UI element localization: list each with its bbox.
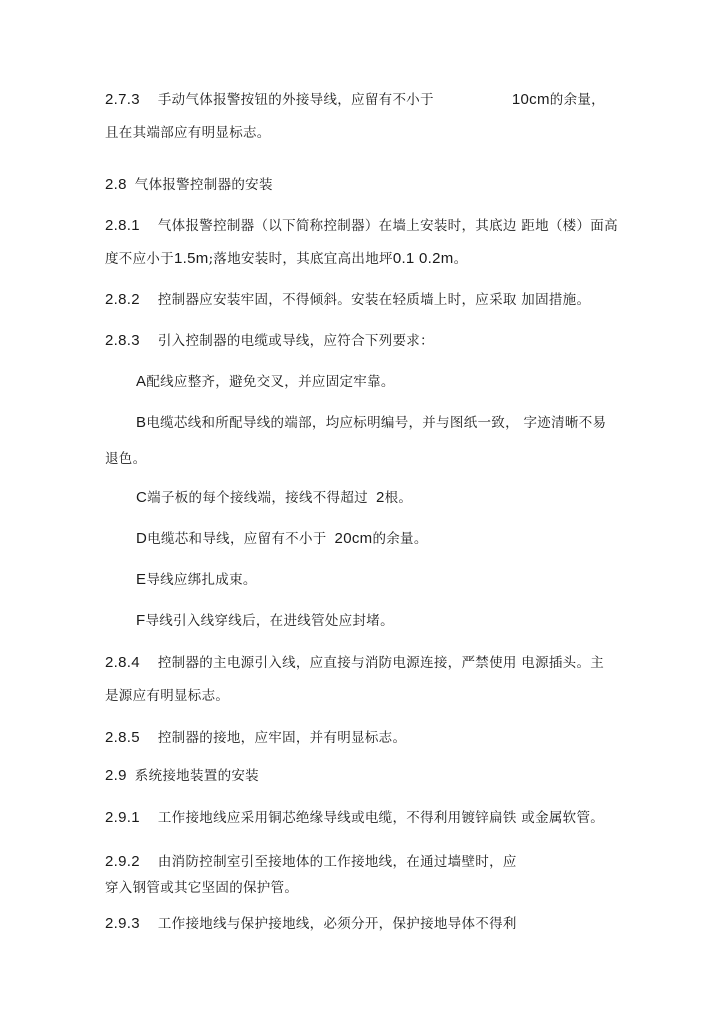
clause-number: 2.8.5 bbox=[105, 729, 140, 746]
clause-number: 2.9.1 bbox=[105, 809, 140, 826]
clause-text: 引入控制器的电缆或导线，应符合下列要求： bbox=[157, 333, 434, 349]
measurement-value: 10cm bbox=[511, 91, 550, 108]
clause-2-7-3 bbox=[105, 91, 605, 109]
item-letter: E bbox=[136, 571, 147, 588]
clause-number: 2.8.1 bbox=[105, 217, 140, 234]
item-letter: C bbox=[136, 489, 148, 506]
item-letter: D bbox=[136, 530, 148, 547]
section-title: 气体报警控制器的安装 bbox=[134, 177, 273, 193]
clause-continuation bbox=[105, 687, 229, 705]
continuation-text: 。 bbox=[453, 251, 468, 267]
clause-number: 2.8.2 bbox=[105, 291, 140, 308]
requirement-d bbox=[136, 530, 428, 548]
clause-text: 气体报警控制器（以下简称控制器）在墙上安装时，其底边 距地（楼）面高 bbox=[157, 218, 618, 234]
clause-number: 2.9.2 bbox=[105, 853, 140, 870]
measurement-value: 20cm bbox=[334, 530, 373, 547]
measurement-value: 2 bbox=[375, 489, 385, 506]
continuation-text: 穿入钢管或其它坚固的保护管。 bbox=[105, 880, 299, 896]
continuation-text: 度不应小于 bbox=[105, 251, 174, 267]
measurement-value: 1.5m bbox=[174, 250, 209, 267]
item-letter: F bbox=[136, 612, 146, 629]
clause-continuation bbox=[105, 124, 271, 142]
section-title: 系统接地装置的安装 bbox=[134, 768, 259, 784]
requirement-c bbox=[136, 489, 412, 507]
item-text-tail: 的余量。 bbox=[372, 531, 428, 547]
section-heading-2-9 bbox=[105, 767, 259, 785]
clause-text: 控制器的主电源引入线，应直接与消防电源连接，严禁使用 电源插头。主 bbox=[157, 655, 605, 671]
clause-continuation bbox=[105, 879, 298, 897]
clause-2-8-5 bbox=[105, 729, 406, 747]
item-continuation bbox=[105, 450, 146, 468]
item-text: 导线引入线穿线后，在进线管处应封堵。 bbox=[145, 613, 394, 629]
continuation-text: 是源应有明显标志。 bbox=[105, 688, 230, 704]
item-text: 配线应整齐，避免交叉，并应固定牢靠。 bbox=[146, 374, 395, 390]
clause-2-9-3 bbox=[105, 915, 517, 933]
item-text: 端子板的每个接线端，接线不得超过 bbox=[147, 490, 368, 506]
requirement-f bbox=[136, 612, 394, 630]
continuation-text: 退色。 bbox=[105, 451, 147, 467]
section-heading-2-8 bbox=[105, 176, 273, 194]
section-number: 2.9 bbox=[105, 767, 127, 784]
continuation-text: ;落地安装时，其底宜高出地坪 bbox=[208, 251, 393, 267]
section-number: 2.8 bbox=[105, 176, 127, 193]
clause-2-8-3 bbox=[105, 332, 434, 350]
item-text-tail: 根。 bbox=[384, 490, 413, 506]
clause-number: 2.8.3 bbox=[105, 332, 140, 349]
measurement-value: 0.1 0.2m bbox=[392, 250, 454, 267]
requirement-b bbox=[136, 414, 606, 432]
requirement-e bbox=[136, 571, 257, 589]
clause-text: 工作接地线与保护接地线，必须分开，保护接地导体不得利 bbox=[157, 916, 517, 932]
item-text: 电缆芯和导线，应留有不小于 bbox=[147, 531, 327, 547]
clause-2-8-2 bbox=[105, 291, 590, 309]
clause-text-tail: 的余量， bbox=[549, 92, 605, 108]
item-letter: B bbox=[136, 414, 147, 431]
clause-continuation bbox=[105, 250, 467, 268]
clause-2-8-1 bbox=[105, 217, 618, 235]
clause-text: 手动气体报警按钮的外接导线，应留有不小于 bbox=[157, 92, 434, 108]
clause-number: 2.7.3 bbox=[105, 91, 140, 108]
item-text: 电缆芯线和所配导线的端部，均应标明编号，并与图纸一致， 字迹清晰不易 bbox=[146, 415, 607, 431]
clause-2-9-1 bbox=[105, 809, 604, 827]
clause-number: 2.9.3 bbox=[105, 915, 140, 932]
clause-text: 控制器应安装牢固，不得倾斜。安装在轻质墙上时，应采取 加固措施。 bbox=[157, 292, 591, 308]
item-letter: A bbox=[136, 373, 147, 390]
clause-2-9-2 bbox=[105, 853, 517, 871]
clause-text: 由消防控制室引至接地体的工作接地线，在通过墙壁时，应 bbox=[157, 854, 517, 870]
clause-number: 2.8.4 bbox=[105, 654, 140, 671]
continuation-text: 且在其端部应有明显标志。 bbox=[105, 125, 271, 141]
clause-text: 控制器的接地，应牢固，并有明显标志。 bbox=[157, 730, 407, 746]
requirement-a bbox=[136, 373, 395, 391]
clause-2-8-4 bbox=[105, 654, 604, 672]
item-text: 导线应绑扎成束。 bbox=[146, 572, 257, 588]
clause-text: 工作接地线应采用铜芯绝缘导线或电缆，不得利用镀锌扁铁 或金属软管。 bbox=[157, 810, 605, 826]
